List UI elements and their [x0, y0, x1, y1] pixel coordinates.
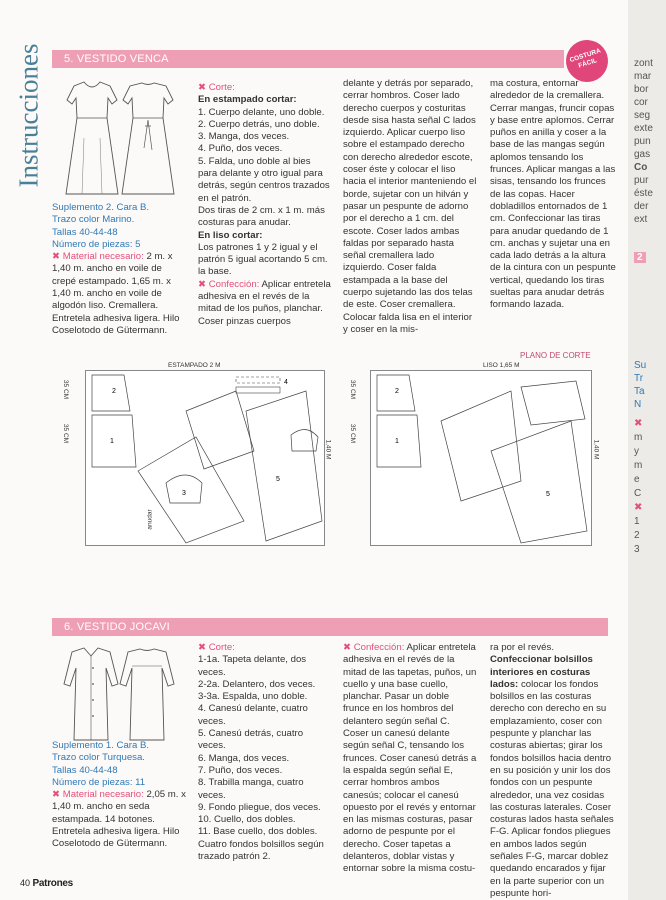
liso-piece-2-label: 2	[395, 388, 399, 395]
dim-35cm-c: 35 CM	[349, 379, 357, 400]
section-5-confeccion-col2: delante y detrás por separado, cerrar hombros. Coser lado derecho cuerpos y costuritas desde sisa hasta señal C lados izquierdo. Aplicar cuerpo liso sobre el estampado derecho con derecho alrededor escote, coser éste y colocar el liso hacia el interior manteniendo el borde, sujetar con un hilván y pasar un pespunte de adorno por el derecho a 1 cm. del escote. Coser lados ambas faldas por separado hasta señal cremallera lado izquierdo. Coser falda estampada a la base del cuerpo sujetando las dos telas de este. Coser cremallera. Colocar falda lisa en el interior y coser en la mis-	[343, 78, 477, 335]
section-6-confeccion-col2: ✖ Confección: Aplicar entretela adhesiva en el revés de la mitad de las tapetas, puños, un cuello y una base cuello, planchar. Pasar un doble frunce en los hombros del delantero según señal C. Coser un canesú delante según señal C, tensando los frunces. Coser canesú detrás a la espalda según señal E, cerrar hombros ambos canesús; colocar el canesú opuesto por el revés y entornar en las mismas costuras, pasar adorno de pespunte por el derecho. Coser tapetas a delanteros, doblar vistas y entornar sobre la misma costu-	[343, 642, 477, 875]
liso-piece-5-label: 5	[546, 491, 550, 498]
section-6-corte: ✖ Corte: 1-1a. Tapeta delante, dos veces. 2-2a. Delantero, dos veces. 3-3a. Espalda, uno doble. 4. Canesú delante, cuatro veces. 5. Canesú detrás, cuatro veces. 6. Manga, dos veces. 7. Puño, dos veces. 8. Trabilla manga, cuatro veces. 9. Fondo pliegue, dos veces. 10. Cuello, dos dobles. 11. Base cuello, dos dobles. Cuatro fondos bolsillos según trazado patrón 2.	[198, 642, 324, 863]
section-5-corte: ✖ Corte: En estampado cortar: 1. Cuerpo delante, uno doble. 2. Cuerpo detrás, uno doble. 3. Manga, dos veces. 4. Puño, dos veces. 5. Falda, uno doble al bies para delante y otro igual para detrás, según centros trazados en el patrón. Dos tiras de 2 cm. x 1 m. más costuras para anudar. En liso cortar: Los patrones 1 y 2 igual y el patrón 5 igual acortando 5 cm. la base. ✖ Confección: Aplicar entretela adhesiva en el revés de la mitad de los puños, planchar. Coser pinzas cuerpos	[198, 82, 331, 327]
dim-140m-a: 1,40 M	[324, 439, 332, 460]
piece-4-label: 4	[284, 379, 288, 386]
piece-1-label: 1	[110, 438, 114, 445]
dim-35cm-b: 35 CM	[62, 423, 70, 444]
section-6-header-right	[370, 618, 608, 636]
brand-logo: Patrones	[32, 878, 73, 889]
page-footer: 40 Patrones	[20, 878, 73, 889]
liso-piece-1-label: 1	[395, 438, 399, 445]
dim-35cm-a: 35 CM	[62, 379, 70, 400]
dim-140m-b: 1,40 M	[592, 439, 600, 460]
diagram-estampado-title: ESTAMPADO 2 M	[168, 362, 221, 369]
costura-facil-badge: COSTURA FÁCIL	[561, 35, 614, 88]
dim-35cm-d: 35 CM	[349, 423, 357, 444]
cutting-diagram-estampado-svg	[86, 371, 324, 545]
section-5-confeccion-col3: ma costura, entornar alrededor de la cremallera. Cerrar mangas, fruncir copas y base entre aplomos. Cerrar puños en anilla y coser a la base de las mangas según aplomos tensando los frunces. Aplicar mangas a las sisas, tensando los frunces de las copas. Hacer dobladillos entornados de 1 cm. Confeccionar las tiras para anudar quedando de 1 cm. anchas y sujetar una en cada lado detrás a la altura de la cintura con un pespunte vertical, quedando los tiras sueltas para anudar detrás formando lazada.	[490, 78, 616, 311]
section-6-confeccion-col3: ra por el revés. Confeccionar bolsillos interiores en costuras lados: colocar los fondos bolsillos en las costuras derecho con derecho en su emplazamiento, coser con pespunte y planchar las costuras abiertas; girar los fondos bolsillos hacia dentro en su posición y unir los dos fondos con un pespunte alrededor, una vez cosidas las costuras laterales. Coser costuras lados hasta señales F-G. Aplicar fondos pliegues en ambos lados según señales F-G, marcar doblez quedando encarados y fijar en la parte superior con un pespunte hori-	[490, 642, 614, 899]
section-5-header: 5. VESTIDO VENCA	[52, 50, 564, 68]
cutting-diagram-liso-svg	[371, 371, 591, 545]
dress-jocavi-front-sketch	[60, 644, 122, 744]
plano-de-corte-label: PLANO DE CORTE	[520, 351, 591, 360]
piece-2-label: 2	[112, 388, 116, 395]
dress-jocavi-back-sketch	[116, 644, 178, 744]
section-title-vertical: Instrucciones	[13, 43, 44, 188]
cutting-diagram-liso	[370, 370, 592, 546]
piece-3-label: 3	[182, 490, 186, 497]
section-5-info: Suplemento 2. Cara B. Trazo color Marino. Tallas 40-44-48 Número de piezas: 5 ✖ Material necesario: 2 m. x 1,40 m. ancho en voile de crepé estampado. 1,65 m. x 1,40 m. ancho en voile de algodón liso. Cremallera. Entretela adhesiva ligera. Hilo Coselotodo de Gütermann.	[52, 202, 180, 336]
anudar-label: anudar	[146, 509, 154, 530]
cutting-diagram-estampado	[85, 370, 325, 546]
piece-5-label: 5	[276, 476, 280, 483]
diagram-liso-title: LISO 1,65 M	[483, 362, 520, 369]
next-page-edge: zont mar bor cor seg exte pun gas Co pur éste der ext 2 Su Tr Ta N ✖ m y m e C ✖ 1 2 3	[628, 0, 666, 900]
dress-venca-back-sketch	[118, 78, 178, 198]
section-6-info: Suplemento 1. Cara B. Trazo color Turquesa. Tallas 40-44-48 Número de piezas: 11 ✖ Material necesario: 2,05 m. x 1,40 m. ancho en seda estampada. 14 botones. Entretela adhesiva ligera. Hilo Coselotodo de Gütermann.	[52, 740, 186, 850]
section-6-header: 6. VESTIDO JOCAVI	[52, 618, 370, 636]
dress-venca-front-sketch	[62, 78, 122, 198]
